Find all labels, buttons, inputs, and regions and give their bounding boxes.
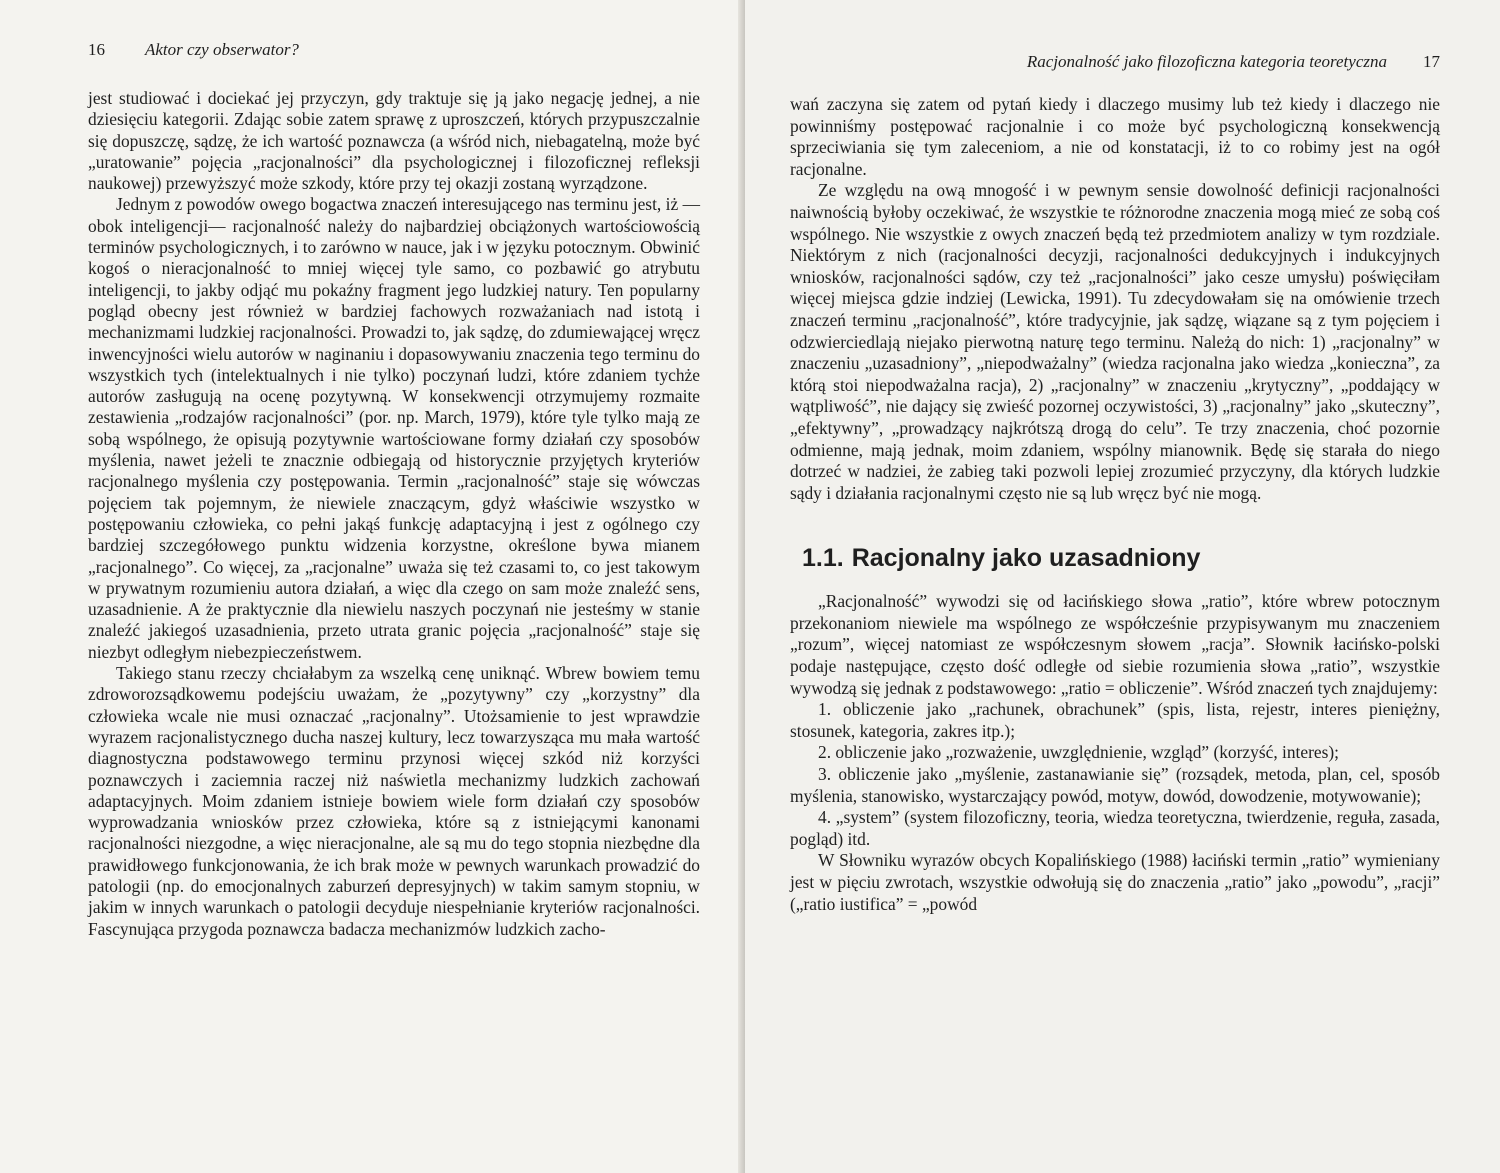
- running-title: Aktor czy obserwator?: [145, 40, 299, 59]
- paragraph: Takiego stanu rzeczy chciałabym za wszelką cenę uniknąć. Wbrew bowiem temu zdroworozsądkowemu podejściu uważam, że „pozytywny” czy „korzystny” dla człowieka wcale nie musi oznaczać „racjonalny”. Utożsamienie to jest wprawdzie wyrazem racjonalistycznego ducha naszej kultury, lecz towarzysząca mu mała wartość diagnostyczna podstawowego terminu przynosi więcej szkód niż korzyści poznawczych i zaciemnia raczej niż naświetla mechanizmy ludzkich zachowań adaptacyjnych. Moim zdaniem istnieje bowiem wiele form działań czy sposobów wyprowadzania wniosków przez człowieka, które są z istniejącymi kanonami racjonalności niezgodne, a więc nieracjonalne, ale są mu do tego stopnia niezbędne dla prawidłowego funkcjonowania, że ich brak może w pewnych warunkach prowadzić do patologii (np. do emocjonalnych zaburzeń depresyjnych) w takim samym stopniu, w jakim w innych warunkach o patologii decyduje niespełnianie kryteriów racjonalności. Fascynująca przygoda poznawcza badacza mechanizmów ludzkich zacho-: [88, 663, 700, 939]
- left-page: [0, 0, 745, 1173]
- paragraph: W Słowniku wyrazów obcych Kopalińskiego (1988) łaciński termin „ratio” wymieniany jest w pięciu zwrotach, wszystkie odwołują się do znaczenia „ratio” jako „powodu”, „racji” („ratio iustifica” = „powód: [790, 850, 1440, 914]
- paragraph: Ze względu na ową mnogość i w pewnym sensie dowolność definicji racjonalności naiwnością byłoby oczekiwać, że wszystkie te różnorodne znaczenia mogą mieć ze sobą coś wspólnego. Nie wszystkie z owych znaczeń będą też przedmiotem analizy w tym rozdziale. Niektórym z nich (racjonalności decyzji, racjonalności dedukcyjnych i indukcyjnych wniosków, racjonalności sądów, czy też „racjonalności” jako cesze umysłu) poświęciłam więcej miejsca gdzie indziej (Lewicka, 1991). Tu zdecydowałam się na omówienie trzech znaczeń terminu „racjonalność”, które tradycyjnie, jak sądzę, wiązane są z tym pojęciem i odzwierciedlają niejako pierwotną naturę tego terminu. Należą do nich: 1) „racjonalny” w znaczeniu „uzasadniony”, „niepodważalny” (wiedza racjonalna jako wiedza „konieczna”, za którą stoi niepodważalna racja), 2) „racjonalny” w znaczeniu „krytyczny”, „poddający w wątpliwość”, nie dający się zwieść pozornej oczywistości, 3) „racjonalny” jako „skuteczny”, „efektywny”, „prowadzący najkrótszą drogą do celu”. Te trzy znaczenia, choć pozornie odmienne, mają jednak, moim zdaniem, wspólny mianownik. Będę się starała do niego dotrzeć w nadziei, że zabieg taki pozwoli lepiej zrozumieć przyczyny, dla których ludzkie sądy i działania racjonalnymi często nie są lub wręcz być nie mogą.: [790, 180, 1440, 503]
- list-item: 1. obliczenie jako „rachunek, obrachunek” (spis, lista, rejestr, interes pieniężny, stosunek, kategoria, zakres itp.);: [790, 699, 1440, 741]
- section-heading: [790, 544, 1440, 573]
- right-page: [745, 0, 1500, 1173]
- paragraph: „Racjonalność” wywodzi się od łacińskiego słowa „ratio”, które wbrew potocznym przekonaniom niewiele ma wspólnego ze współcześnie przypisywanym mu znaczeniem „rozum”, więcej natomiast ze współczesnym słowem „racja”. Słownik łacińsko-polski podaje następujące, często dość odległe od siebie rozumienia słowa „ratio”, wszystkie wywodzą się jednak z podstawowego: „ratio = obliczenie”. Wśród znaczeń tych znajdujemy:: [790, 591, 1440, 698]
- left-page-body: [88, 88, 700, 940]
- paragraph: Jednym z powodów owego bogactwa znaczeń interesującego nas terminu jest, iż — obok inteligencji— racjonalność należy do najbardziej obciążonych wartościowością terminów psychologicznych, i to zarówno w nauce, jak i w języku potocznym. Obwinić kogoś o nieracjonalność to mniej więcej tyle samo, co pozbawić go atrybutu inteligencji, to jakby odjąć mu pokaźny fragment jego ludzkiej natury. Ten popularny pogląd obecny jest również w bardziej fachowych rozważaniach nad istotą i mechanizmami ludzkiej racjonalności. Prowadzi to, jak sądzę, do zdumiewającej wręcz inwencyjności wielu autorów w naginaniu i dopasowywaniu znaczenia tego terminu do wszystkich tych (intelektualnych i nie tylko) poczynań ludzi, które zdaniem tychże autorów zasługują na ocenę pozytywną. W konsekwencji otrzymujemy rozmaite zestawienia „rodzajów racjonalności” (por. np. March, 1979), które tyle tylko mają ze sobą wspólnego, że opisują pozytywnie wartościowane formy działań czy sposobów myślenia, nawet jeżeli te znacznie odbiegają od historycznie przyjętych kryteriów racjonalnego myślenia czy postępowania. Termin „racjonalność” staje się wówczas pojęciem tak pojemnym, że niewiele znaczącym, gdyż właściwie wszystko w postępowaniu człowieka, co pełni jakąś funkcję adaptacyjną i jest z ogólnego czy bardziej szczegółowego punktu widzenia korzystne, określone bywa mianem „racjonalnego”. Co więcej, za „racjonalne” uważa się też czasami to, co jest takowym w prywatnym rozumieniu autora działań, a więc dla czego on sam może znaleźć sens, uzasadnienie. A że praktycznie dla niewielu naszych poczynań nie jesteśmy w stanie znaleźć jakiegoś uzasadnienia, przeto utrata granic pojęcia „racjonalność” staje się niezbyt odległym niebezpieczeństwem.: [88, 194, 700, 662]
- list-item: 2. obliczenie jako „rozważenie, uwzględnienie, wzgląd” (korzyść, interes);: [818, 742, 1339, 763]
- left-page-header: [88, 40, 700, 68]
- section-title: Racjonalny jako uzasadniony: [851, 544, 1201, 573]
- page-number: 16: [88, 40, 105, 59]
- right-page-header: [790, 52, 1440, 80]
- page-number: 17: [1423, 52, 1440, 71]
- right-page-body: [790, 94, 1440, 915]
- list-item: 4. „system” (system filozoficzny, teoria, wiedza teoretyczna, twierdzenie, reguła, zasada, pogląd) itd.: [790, 807, 1440, 849]
- running-title: Racjonalność jako filozoficzna kategoria teoretyczna: [1026, 52, 1387, 71]
- section-number: 1.1.: [802, 544, 844, 573]
- paragraph: jest studiować i dociekać jej przyczyn, gdy traktuje się ją jako negację jednej, a nie dziesięciu kategorii. Zdając sobie zatem sprawę z uproszczeń, których przypuszczalnie się dopuszczę, sądzę, że ich wartość poznawcza (a wśród nich, niebagatelną, może być „uratowanie” pojęcia „racjonalności” dla psychologicznej i filozoficznej refleksji naukowej) przewyższyć może szkody, które przy tej okazji zostaną wyrządzone.: [88, 88, 700, 194]
- paragraph: wań zaczyna się zatem od pytań kiedy i dlaczego musimy lub też kiedy i dlaczego nie powinniśmy postępować racjonalnie i co może być psychologiczną konsekwencją sprzeciwiania się tym zaleceniom, a nie od konstatacji, iż to co robimy jest na ogół racjonalne.: [790, 94, 1440, 179]
- list-item: 3. obliczenie jako „myślenie, zastanawianie się” (rozsądek, metoda, plan, cel, sposób myślenia, stanowisko, wystarczający powód, motyw, dowód, dowodzenie, motywowanie);: [790, 764, 1440, 806]
